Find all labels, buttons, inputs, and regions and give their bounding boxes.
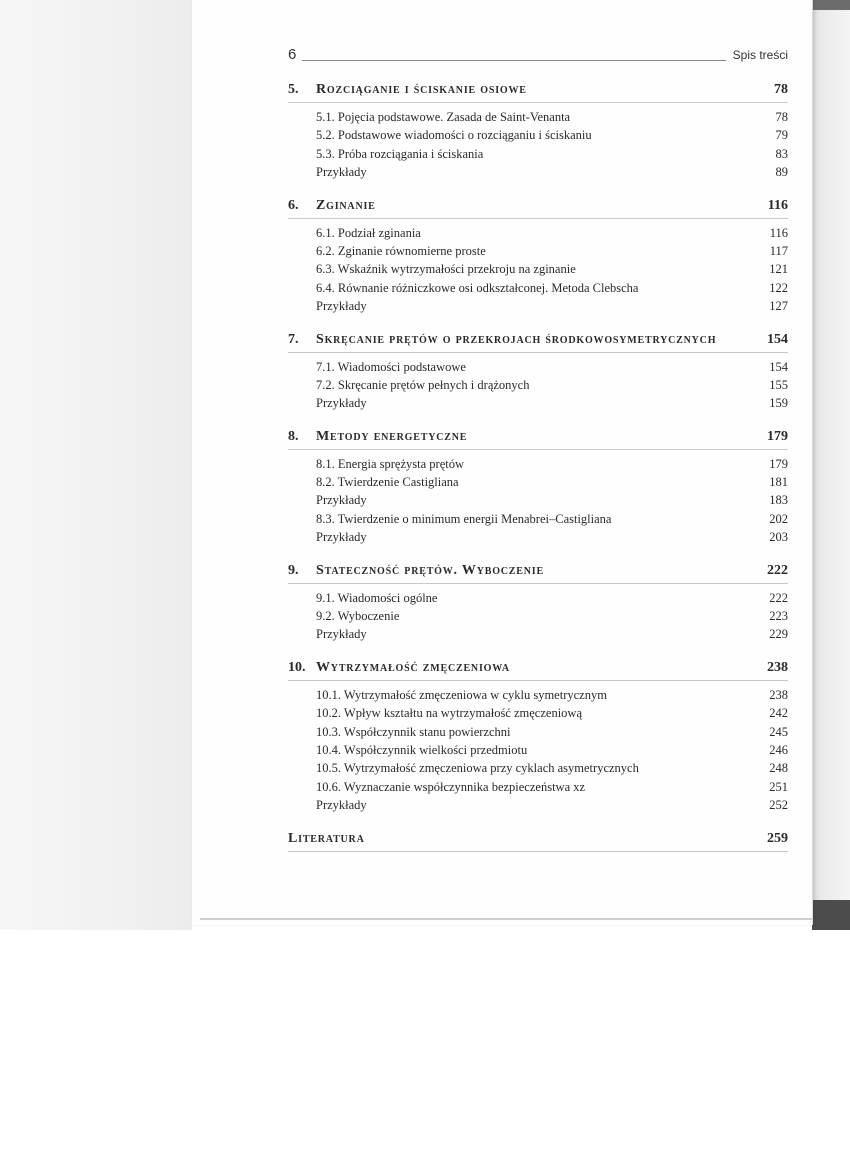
chapter-page-number: 116 [767, 197, 788, 213]
chapter-page-number: 154 [767, 331, 788, 347]
chapter-spacer [288, 318, 788, 332]
toc-chapter [288, 563, 788, 660]
toc-entry[interactable] [288, 706, 788, 724]
toc-entry[interactable] [288, 725, 788, 743]
toc-entry-page: 79 [775, 128, 788, 143]
chapter-spacer [288, 415, 788, 429]
toc-entry-page: 159 [769, 396, 788, 411]
scan-background-left [0, 0, 192, 930]
toc-entry[interactable] [288, 226, 788, 244]
toc-chapter [288, 82, 788, 198]
toc-entry-page: 117 [769, 243, 788, 258]
chapter-spacer [288, 549, 788, 563]
toc-entry-label: 10.2. Wpływ kształtu na wytrzymałość zmęczeniową [316, 706, 583, 721]
chapter-title: Rozciąganie i ściskanie osiowe [316, 82, 527, 97]
chapter-heading[interactable] [288, 82, 788, 103]
toc-entry[interactable] [288, 262, 788, 280]
toc-entry-label: 9.2. Wyboczenie [316, 609, 400, 624]
toc-entry-page: 78 [775, 110, 788, 124]
chapter-number: 10. [288, 659, 306, 675]
chapter-title: Metody energetyczne [316, 428, 468, 444]
chapter-number: 7. [288, 331, 299, 347]
toc-entry-label: Przykłady [316, 493, 367, 508]
literature-page-number: 259 [767, 830, 788, 846]
toc-entry-page: 238 [769, 687, 788, 702]
toc-chapter [288, 429, 788, 563]
toc-entry-label: Przykłady [316, 299, 367, 314]
toc-entry[interactable] [288, 493, 788, 511]
chapter-heading[interactable] [288, 660, 788, 681]
running-header [288, 46, 788, 66]
chapter-page-number: 179 [767, 428, 788, 444]
toc-entry[interactable] [288, 457, 788, 475]
table-of-contents [288, 82, 788, 852]
toc-entry[interactable] [288, 798, 788, 816]
toc-entry[interactable] [288, 281, 788, 299]
toc-entry-page: 229 [769, 627, 788, 642]
chapter-entries [288, 353, 788, 415]
toc-entry-label: 10.4. Współczynnik wielkości przedmiotu [316, 742, 528, 757]
literature-title: Literatura [288, 830, 365, 846]
toc-entry-label: 5.1. Pojęcia podstawowe. Zasada de Saint-Venanta [316, 110, 571, 124]
chapter-spacer [288, 817, 788, 831]
toc-entry-page: 251 [769, 779, 788, 794]
chapter-heading[interactable] [288, 198, 788, 219]
toc-entry-page: 154 [769, 359, 788, 374]
toc-chapter [288, 332, 788, 429]
chapter-title: Zginanie [316, 197, 376, 213]
toc-entry-page: 127 [769, 299, 788, 314]
toc-entry-label: Przykłady [316, 627, 367, 642]
toc-entry-label: 9.1. Wiadomości ogólne [316, 590, 438, 605]
toc-entry-page: 122 [769, 280, 788, 295]
chapter-number: 9. [288, 562, 299, 578]
page-bottom-edge [200, 918, 812, 920]
toc-entry-page: 245 [769, 724, 788, 739]
toc-entry-label: 6.1. Podział zginania [316, 225, 421, 240]
toc-entry-page: 202 [769, 511, 788, 526]
toc-entry-label: Przykłady [316, 798, 367, 813]
toc-entry-label: 7.1. Wiadomości podstawowe [316, 359, 466, 374]
chapter-number: 5. [288, 82, 299, 97]
toc-entry-page: 89 [775, 165, 788, 180]
chapter-spacer [288, 646, 788, 660]
toc-entry[interactable] [288, 530, 788, 548]
toc-entry[interactable] [288, 165, 788, 183]
toc-entry-label: 8.2. Twierdzenie Castigliana [316, 475, 459, 490]
toc-entry[interactable] [288, 244, 788, 262]
toc-entry[interactable] [288, 360, 788, 378]
chapter-title: Stateczność prętów. Wyboczenie [316, 562, 544, 578]
toc-entry-page: 121 [769, 262, 788, 277]
toc-entry[interactable] [288, 609, 788, 627]
toc-entry-label: 10.1. Wytrzymałość zmęczeniowa w cyklu symetrycznym [316, 687, 607, 702]
toc-chapter [288, 660, 788, 831]
literature-heading[interactable] [288, 831, 788, 852]
chapter-title: Skręcanie prętów o przekrojach środkowosymetrycznych [316, 331, 717, 347]
toc-entry-label: 6.2. Zginanie równomierne proste [316, 243, 486, 258]
spine-top-dark-edge [812, 0, 850, 10]
toc-entry[interactable] [288, 512, 788, 530]
page-number: 6 [288, 46, 297, 63]
header-rule [302, 60, 726, 61]
toc-entry[interactable] [288, 475, 788, 493]
toc-entry-page: 248 [769, 761, 788, 776]
toc-entry-page: 203 [769, 530, 788, 545]
toc-entry-label: Przykłady [316, 530, 367, 545]
toc-entry-label: 10.6. Wyznaczanie współczynnika bezpieczeństwa xz [316, 779, 586, 794]
toc-entry-page: 242 [769, 706, 788, 721]
chapter-page-number: 238 [767, 659, 788, 675]
toc-entry-label: 5.3. Próba rozciągania i ściskania [316, 146, 484, 161]
toc-entry[interactable] [288, 110, 788, 128]
spine-bottom-dark-edge [812, 900, 850, 930]
toc-entry-page: 252 [769, 798, 788, 813]
toc-chapter [288, 198, 788, 332]
chapter-title: Wytrzymałość zmęczeniowa [316, 659, 510, 675]
toc-entry-page: 179 [769, 456, 788, 471]
toc-entry-page: 183 [769, 493, 788, 508]
toc-entry-page: 223 [769, 609, 788, 624]
toc-entry-page: 155 [769, 377, 788, 392]
toc-entry[interactable] [288, 761, 788, 779]
toc-entry[interactable] [288, 378, 788, 396]
toc-entry-page: 116 [769, 225, 788, 240]
chapter-page-number: 222 [767, 562, 788, 578]
toc-entry-label: 10.5. Wytrzymałość zmęczeniowa przy cyklach asymetrycznych [316, 761, 639, 776]
toc-entry[interactable] [288, 591, 788, 609]
toc-entry[interactable] [288, 396, 788, 414]
toc-entry-page: 222 [769, 590, 788, 605]
toc-entry[interactable] [288, 128, 788, 146]
toc-entry[interactable] [288, 743, 788, 761]
toc-entry[interactable] [288, 688, 788, 706]
chapter-number: 8. [288, 428, 299, 444]
book-spine-shadow [812, 0, 850, 930]
toc-entry-label: 10.3. Współczynnik stanu powierzchni [316, 724, 511, 739]
chapter-entries [288, 219, 788, 318]
chapter-entries [288, 103, 788, 184]
toc-entry-label: Przykłady [316, 165, 367, 180]
toc-entry[interactable] [288, 627, 788, 645]
chapter-page-number: 78 [774, 82, 788, 97]
chapter-spacer [288, 184, 788, 198]
toc-literature [288, 831, 788, 852]
toc-entry[interactable] [288, 780, 788, 798]
chapter-heading[interactable] [288, 429, 788, 450]
toc-entry-label: Przykłady [316, 396, 367, 411]
toc-entry-page: 246 [769, 742, 788, 757]
toc-entry-label: 6.3. Wskaźnik wytrzymałości przekroju na zginanie [316, 262, 576, 277]
toc-entry-label: 6.4. Równanie różniczkowe osi odkształconej. Metoda Clebscha [316, 280, 639, 295]
chapter-entries [288, 584, 788, 646]
toc-entry-label: 7.2. Skręcanie prętów pełnych i drążonych [316, 377, 530, 392]
chapter-entries [288, 450, 788, 549]
chapter-number: 6. [288, 197, 299, 213]
chapter-heading[interactable] [288, 563, 788, 584]
toc-entry-label: 8.3. Twierdzenie o minimum energii Menabrei–Castigliana [316, 511, 612, 526]
toc-entry-label: 5.2. Podstawowe wiadomości o rozciąganiu i ściskaniu [316, 128, 592, 143]
toc-entry-label: 8.1. Energia sprężysta prętów [316, 456, 464, 471]
toc-entry[interactable] [288, 147, 788, 165]
toc-entry[interactable] [288, 299, 788, 317]
chapter-heading[interactable] [288, 332, 788, 353]
toc-entry-page: 181 [769, 475, 788, 490]
chapter-entries [288, 681, 788, 817]
running-header-title: Spis treści [732, 48, 788, 62]
toc-entry-page: 83 [775, 146, 788, 161]
